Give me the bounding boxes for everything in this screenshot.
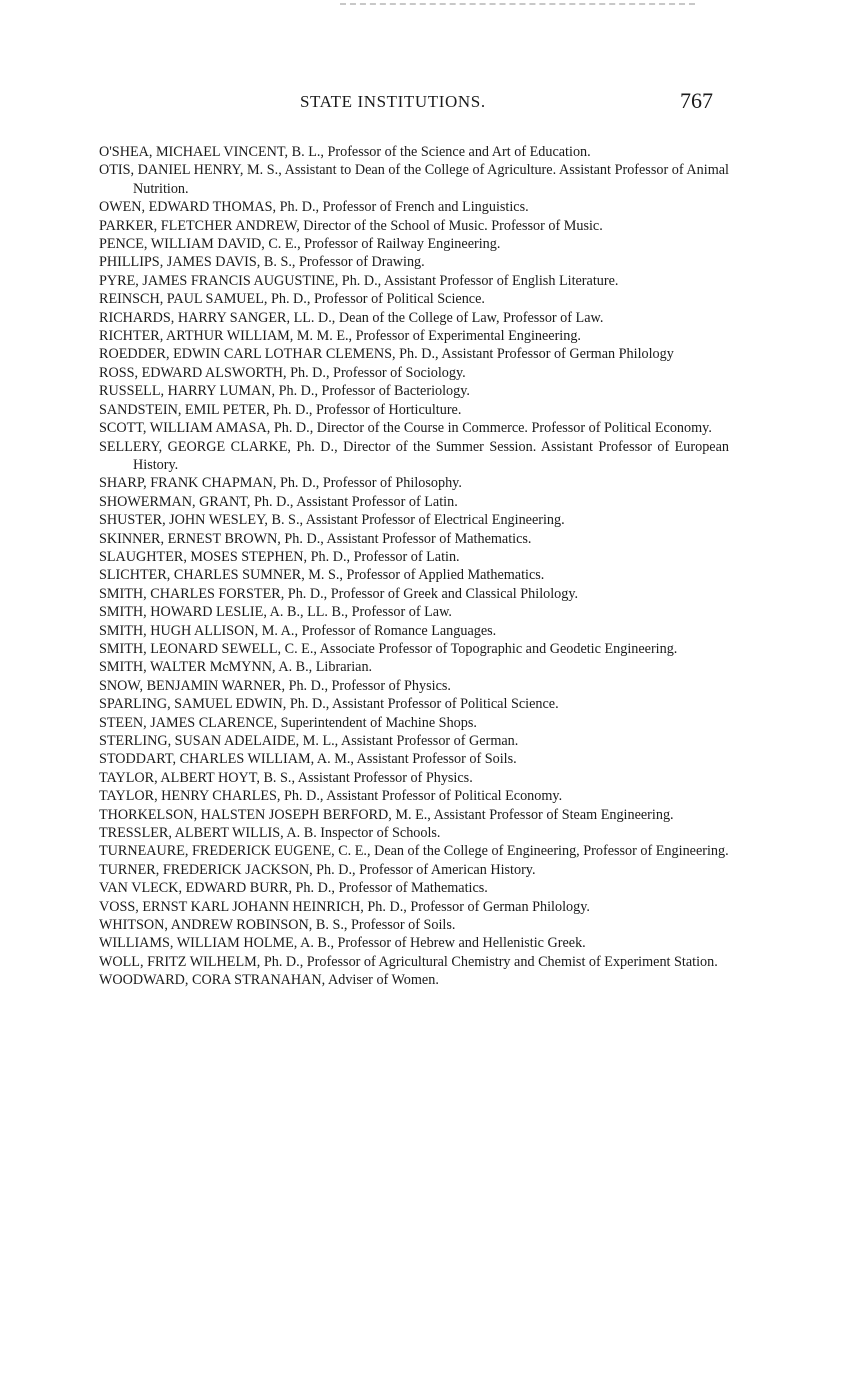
faculty-entry: REINSCH, PAUL SAMUEL, Ph. D., Professor of Political Science. bbox=[99, 291, 485, 308]
faculty-entry: SKINNER, ERNEST BROWN, Ph. D., Assistant Professor of Mathematics. bbox=[99, 530, 532, 547]
faculty-entry: PARKER, FLETCHER ANDREW, Director of the School of Music. Professor of Music. bbox=[99, 217, 603, 234]
faculty-entry: WOODWARD, CORA STRANAHAN, Adviser of Women. bbox=[99, 972, 439, 989]
scan-artifact-line bbox=[340, 3, 695, 7]
faculty-entry: SMITH, HUGH ALLISON, M. A., Professor of Romance Languages. bbox=[99, 622, 497, 639]
faculty-entry: SMITH, WALTER McMYNN, A. B., Librarian. bbox=[99, 659, 373, 676]
faculty-entry: VOSS, ERNST KARL JOHANN HEINRICH, Ph. D., Professor of German Philology. bbox=[99, 898, 590, 915]
faculty-entry: ROSS, EDWARD ALSWORTH, Ph. D., Professor of Sociology. bbox=[99, 364, 466, 381]
faculty-entry: O'SHEA, MICHAEL VINCENT, B. L., Professor of the Science and Art of Education. bbox=[99, 144, 591, 160]
faculty-entry: OTIS, DANIEL HENRY, M. S., Assistant to Dean of the College of Agriculture. Assistant Professor of Animal Nutrition. bbox=[99, 162, 729, 197]
faculty-entry: PHILLIPS, JAMES DAVIS, B. S., Professor of Drawing. bbox=[99, 254, 425, 271]
faculty-entry: TRESSLER, ALBERT WILLIS, A. B. Inspector of Schools. bbox=[99, 825, 441, 842]
running-title: STATE INSTITUTIONS. bbox=[300, 92, 486, 111]
faculty-entry: WOLL, FRITZ WILHELM, Ph. D., Professor of Agricultural Chemistry and Chemist of Experiment Station. bbox=[99, 953, 718, 970]
faculty-entry: SNOW, BENJAMIN WARNER, Ph. D., Professor of Physics. bbox=[99, 677, 451, 694]
faculty-entry: RUSSELL, HARRY LUMAN, Ph. D., Professor of Bacteriology. bbox=[99, 383, 470, 400]
faculty-entry: SMITH, HOWARD LESLIE, A. B., LL. B., Professor of Law. bbox=[99, 604, 452, 621]
faculty-entry: SHUSTER, JOHN WESLEY, B. S., Assistant Professor of Electrical Engineering. bbox=[99, 512, 565, 529]
faculty-entry: ROEDDER, EDWIN CARL LOTHAR CLEMENS, Ph. D., Assistant Professor of German Philology bbox=[99, 346, 674, 363]
faculty-entry: SANDSTEIN, EMIL PETER, Ph. D., Professor of Horticulture. bbox=[99, 401, 462, 418]
faculty-entry: STERLING, SUSAN ADELAIDE, M. L., Assistant Professor of German. bbox=[99, 733, 519, 749]
faculty-entry: SLICHTER, CHARLES SUMNER, M. S., Professor of Applied Mathematics. bbox=[99, 567, 545, 584]
faculty-entry: TURNER, FREDERICK JACKSON, Ph. D., Professor of American History. bbox=[99, 861, 536, 878]
faculty-entry: SMITH, LEONARD SEWELL, C. E., Associate Professor of Topographic and Geodetic Engineering. bbox=[99, 640, 678, 657]
faculty-entry: THORKELSON, HALSTEN JOSEPH BERFORD, M. E., Assistant Professor of Steam Engineering. bbox=[99, 806, 674, 823]
faculty-entry: TAYLOR, HENRY CHARLES, Ph. D., Assistant Professor of Political Economy. bbox=[99, 788, 563, 805]
faculty-entry: SLAUGHTER, MOSES STEPHEN, Ph. D., Professor of Latin. bbox=[99, 548, 460, 565]
faculty-entry: TURNEAURE, FREDERICK EUGENE, C. E., Dean of the College of Engineering, Professor of Engineering. bbox=[99, 843, 729, 860]
faculty-entry: TAYLOR, ALBERT HOYT, B. S., Assistant Professor of Physics. bbox=[99, 769, 473, 786]
faculty-entry: VAN VLECK, EDWARD BURR, Ph. D., Professor of Mathematics. bbox=[99, 880, 488, 897]
faculty-entry: WHITSON, ANDREW ROBINSON, B. S., Professor of Soils. bbox=[99, 917, 456, 934]
faculty-entry: SPARLING, SAMUEL EDWIN, Ph. D., Assistant Professor of Political Science. bbox=[99, 696, 559, 713]
faculty-entry: SELLERY, GEORGE CLARKE, Ph. D., Director of the Summer Session. Assistant Professor of European History. bbox=[99, 438, 729, 473]
faculty-entry: OWEN, EDWARD THOMAS, Ph. D., Professor of French and Linguistics. bbox=[99, 199, 529, 216]
faculty-list bbox=[99, 143, 729, 990]
faculty-entry: STODDART, CHARLES WILLIAM, A. M., Assistant Professor of Soils. bbox=[99, 751, 517, 768]
page-header bbox=[0, 88, 859, 118]
faculty-entry: SHOWERMAN, GRANT, Ph. D., Assistant Professor of Latin. bbox=[99, 493, 458, 510]
faculty-entry: WILLIAMS, WILLIAM HOLME, A. B., Professor of Hebrew and Hellenistic Greek. bbox=[99, 935, 586, 952]
faculty-entry: SCOTT, WILLIAM AMASA, Ph. D., Director of the Course in Commerce. Professor of Political Economy. bbox=[99, 420, 712, 437]
page-number: 767 bbox=[680, 88, 713, 113]
faculty-entry: RICHARDS, HARRY SANGER, LL. D., Dean of the College of Law, Professor of Law. bbox=[99, 309, 604, 326]
faculty-entry: PYRE, JAMES FRANCIS AUGUSTINE, Ph. D., Assistant Professor of English Literature. bbox=[99, 272, 619, 289]
faculty-entry: PENCE, WILLIAM DAVID, C. E., Professor of Railway Engineering. bbox=[99, 236, 501, 253]
faculty-entry: SMITH, CHARLES FORSTER, Ph. D., Professor of Greek and Classical Philology. bbox=[99, 585, 579, 602]
faculty-entry: STEEN, JAMES CLARENCE, Superintendent of Machine Shops. bbox=[99, 714, 477, 731]
faculty-entry: SHARP, FRANK CHAPMAN, Ph. D., Professor of Philosophy. bbox=[99, 475, 462, 492]
faculty-entry: RICHTER, ARTHUR WILLIAM, M. M. E., Professor of Experimental Engineering. bbox=[99, 328, 581, 345]
